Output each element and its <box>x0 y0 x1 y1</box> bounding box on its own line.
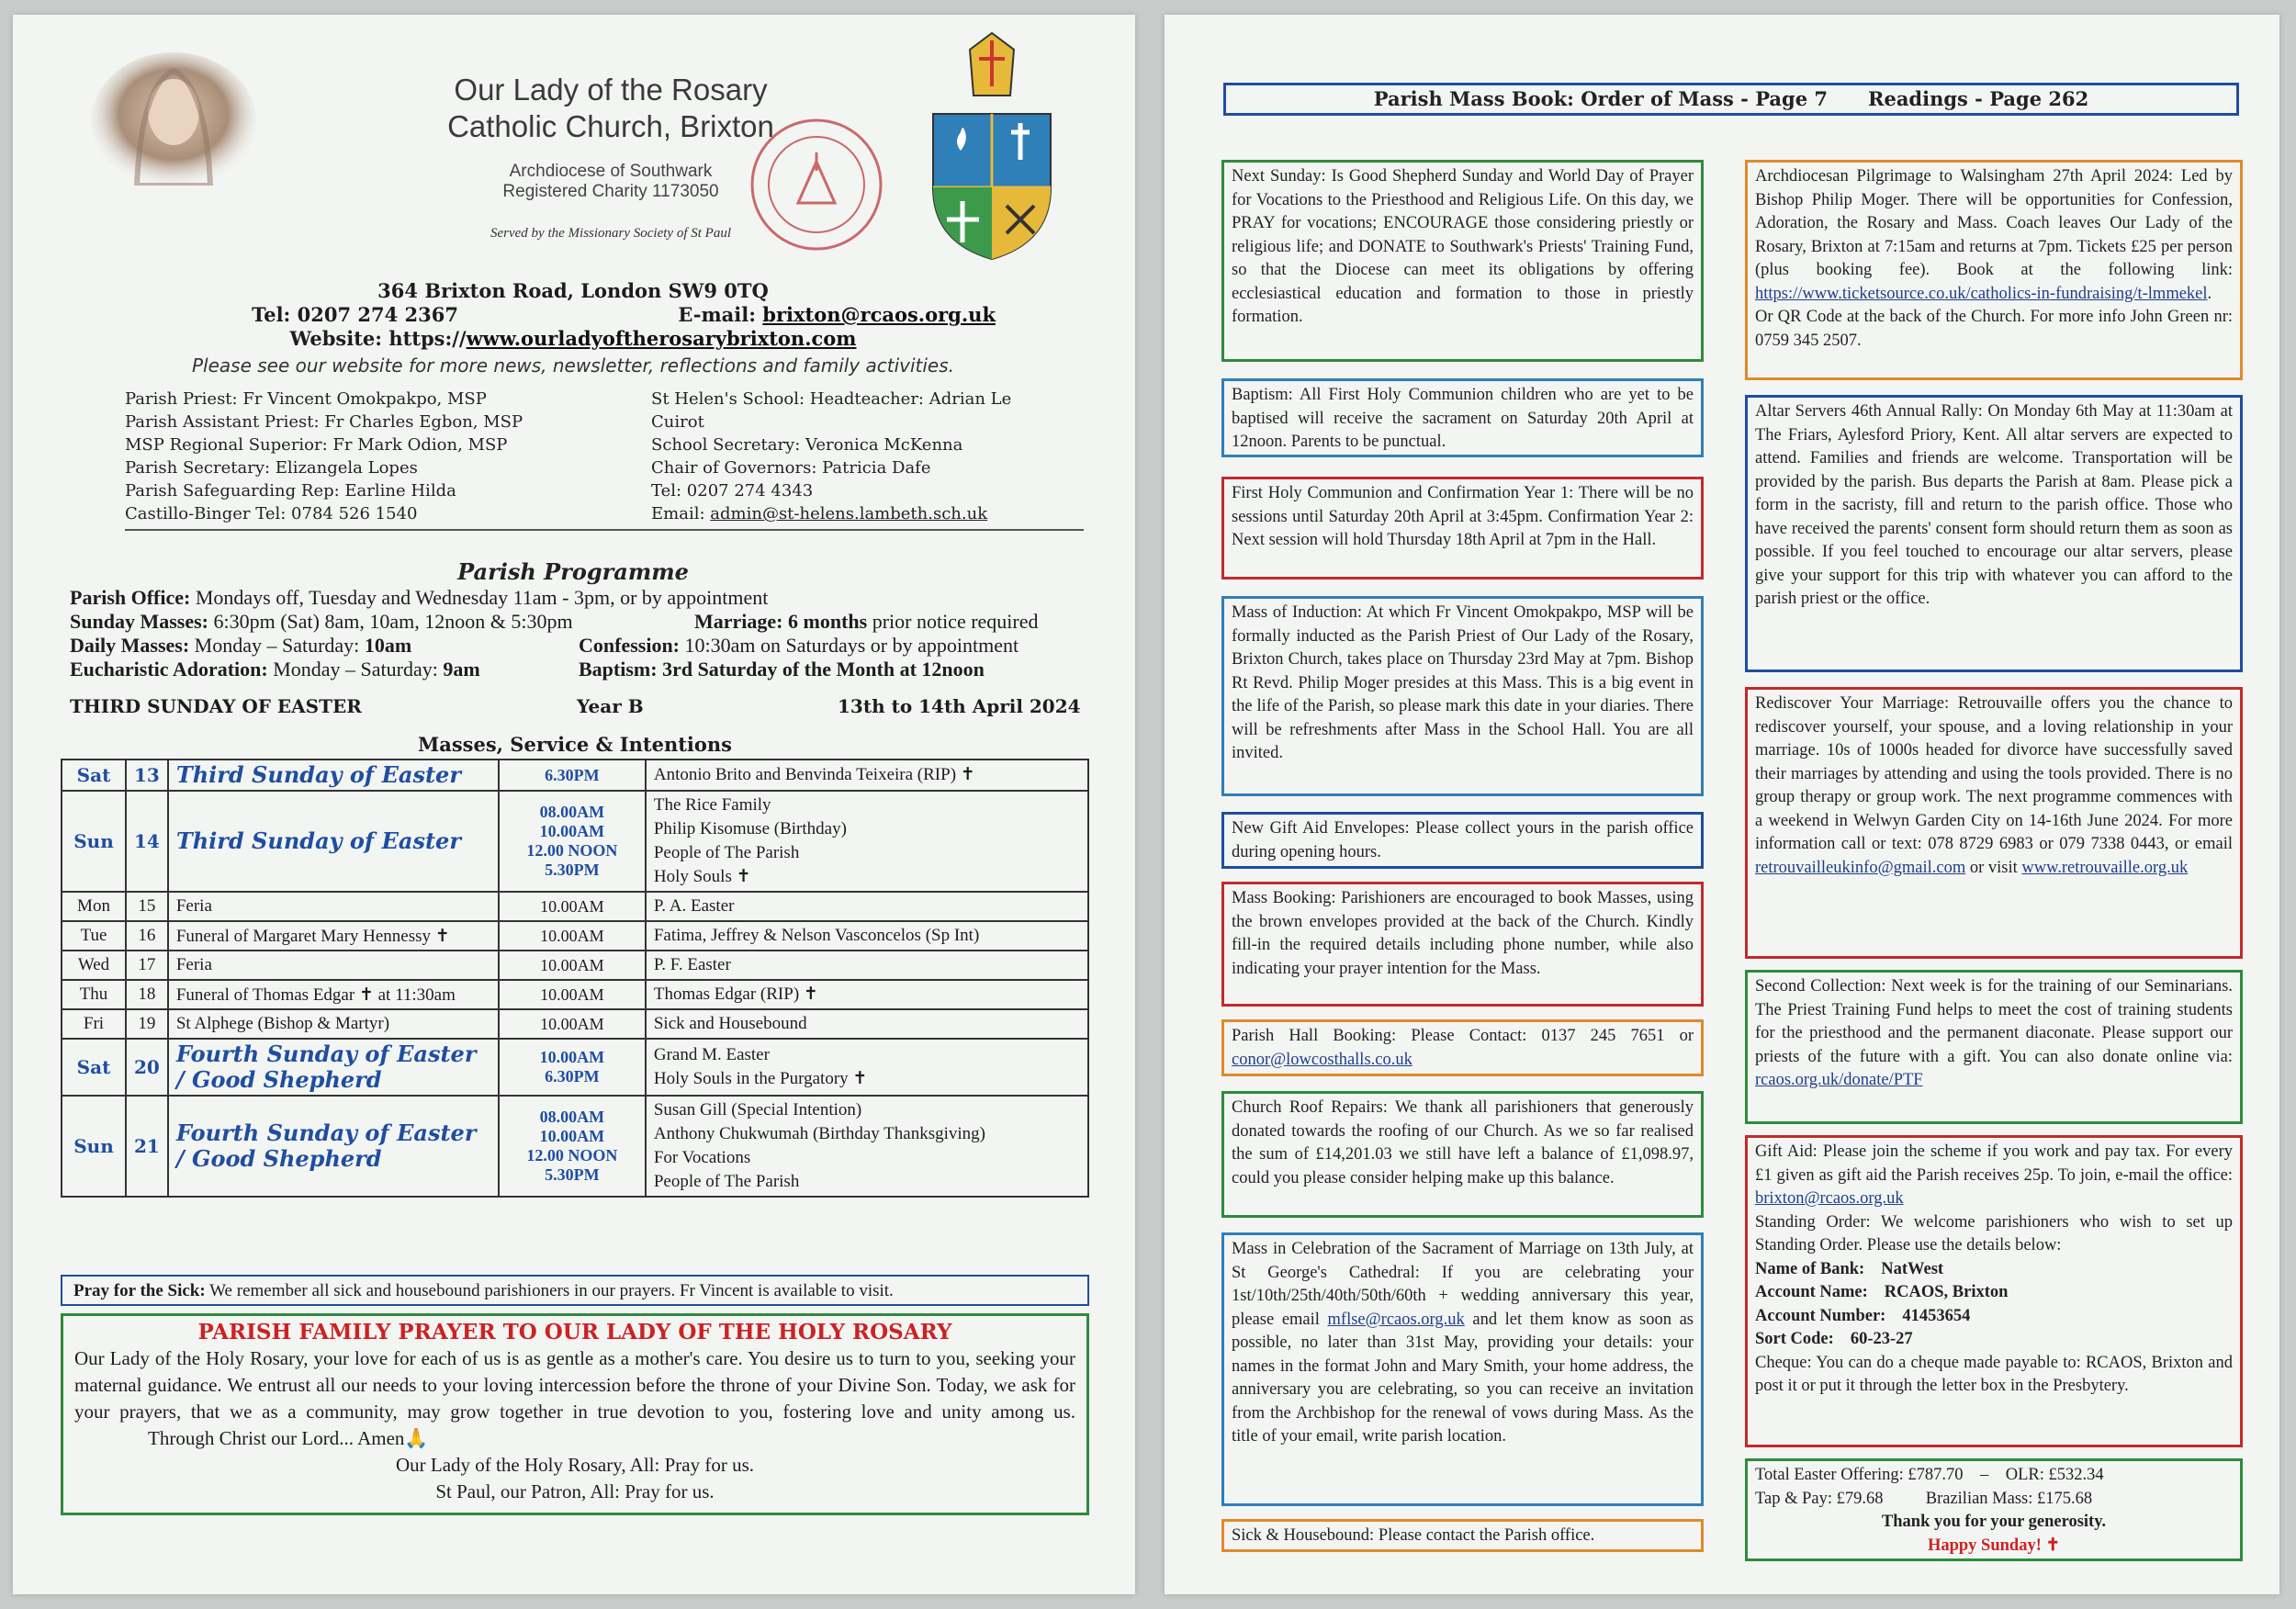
notice-altar-servers: Altar Servers 46th Annual Rally: On Monday 6th May at 11:30am at The Friars, Aylesford Priory, Kent. All altar servers are expected to attend. Families and friends are welcome. Transportation will be provided by the parish. Bus departs the Parish at 8am. Please pick a form in the sacristy, fill and return to the parish office. Those who have received the parents' consent form should return them as soon as possible. If you feel touched to encourage our altar servers, please give your support for this trip with whatever you can afford to the parish priest or the office. <box>1745 395 2243 672</box>
schedule-intentions: P. F. Easter <box>646 951 1088 980</box>
schedule-feast: Feria <box>168 951 499 980</box>
contact-row <box>77 303 1069 327</box>
schedule-feast: St Alphege (Bishop & Martyr) <box>168 1009 499 1039</box>
schedule-times: 08.00AM 10.00AM 12.00 NOON 5.30PM <box>499 1096 646 1197</box>
schedule-date: 16 <box>126 921 168 951</box>
address: 364 Brixton Road, London SW9 0TQ <box>377 279 769 302</box>
schedule-day: Sun <box>62 791 126 892</box>
email-line: E-mail: brixton@rcaos.org.uk <box>678 303 996 326</box>
programme-title: Parish Programme <box>457 558 689 585</box>
schedule-day: Fri <box>62 1009 126 1039</box>
schedule-times: 08.00AM 10.00AM 12.00 NOON 5.30PM <box>499 791 646 892</box>
schedule-row <box>62 791 1088 892</box>
served-by: Served by the Missionary Society of St Paul <box>490 226 732 241</box>
schedule-date: 17 <box>126 951 168 980</box>
schedule-times: 10.00AM <box>499 951 646 980</box>
schedule-feast: Funeral of Thomas Edgar ✝ at 11:30am <box>168 980 499 1009</box>
daily-masses: Daily Masses: Monday – Saturday: 10am Confession: 10:30am on Saturdays or by appointment <box>70 634 1019 657</box>
website-line: Website: https://www.ourladyoftherosarybrixton.com <box>289 327 857 350</box>
mass-schedule-table <box>61 759 1089 1198</box>
schedule-intentions: Thomas Edgar (RIP) ✝ <box>646 980 1088 1009</box>
schedule-times: 10.00AM <box>499 1009 646 1039</box>
school-info: St Helen's School: Headteacher: Adrian Le Cuirot School Secretary: Veronica McKenna Chair of Governors: Patricia Dafe Tel: 0207 274 4343 Email: admin@st-helens.lambeth.sch.uk <box>651 389 1012 523</box>
telephone: Tel: 0207 274 2367 <box>252 303 458 326</box>
schedule-date: 14 <box>126 791 168 892</box>
schedule-times: 10.00AM <box>499 921 646 951</box>
parish-name: Our Lady of the Rosary Catholic Church, Brixton <box>447 73 774 143</box>
retrouvaille-site-link[interactable]: www.retrouvaille.org.uk <box>2021 858 2189 877</box>
marriage-email-link[interactable]: mflse@rcaos.org.uk <box>1327 1310 1465 1329</box>
schedule-times: 10.00AM 6.30PM <box>499 1039 646 1096</box>
website-link[interactable]: www.ourladyoftherosarybrixton.com <box>466 327 857 350</box>
divider <box>125 529 1084 531</box>
parish-prayer: PARISH FAMILY PRAYER TO OUR LADY OF THE HOLY ROSARY Our Lady of the Holy Rosary, your love for each of us is as gentle as a mother's care. You desire us to turn to you, seeking your maternal guidance. We entrust all our needs to your loving intercession before the throne of your Divine Son. Today, we ask for your prayers, that we as a community, may grow together in true devotion to you, fostering love and unity among us. Through Christ our Lord... Amen🙏 Our Lady of the Holy Rosary, All: Pray for us. St Paul, our Patron, All: Pray for us. <box>61 1313 1089 1515</box>
schedule-times: 10.00AM <box>499 980 646 1009</box>
happy-sunday: Happy Sunday! ✝ <box>1927 1536 2061 1555</box>
notice-offerings: Total Easter Offering: £787.70 – OLR: £532.34 Tap & Pay: £79.68 Brazilian Mass: £175.68 Thank you for your generosity. Happy Sunday! ✝ <box>1745 1458 2243 1561</box>
staff-list: Parish Priest: Fr Vincent Omokpakpo, MSP Parish Assistant Priest: Fr Charles Egbon, MSP MSP Regional Superior: Fr Mark Odion, MSP Parish Secretary: Elizangela Lopes Parish Safeguarding Rep: Earline Hilda Castillo-Binger Tel: 0784 526 1540 <box>125 389 523 523</box>
masses-title: Masses, Service & Intentions <box>418 733 732 756</box>
email-link[interactable]: brixton@rcaos.org.uk <box>762 303 996 326</box>
notice-second-collection: Second Collection: Next week is for the training of our Seminarians. The Priest Training Fund helps to meet the cost of training students for the priesthood and the permanent diaconate. Please support our priests of the future with a gift. You can also donate online via: rcaos.org.uk/donate/PTF <box>1745 970 2243 1124</box>
account-name: Account Name: RCAOS, Brixton <box>1755 1283 2009 1301</box>
notice-mass-of-induction: Mass of Induction: At which Fr Vincent Omokpakpo, MSP will be formally inducted as the Parish Priest of Our Lady of the Rosary, Brixton Church, takes place on Thursday 23rd May at 7pm. Bishop Rt Revd. Philip Moger presides at this Mass. This is a big event in the life of the Parish, so please mark this date in your diaries. There will be refreshments after Mass in the School Hall. You are all invited. <box>1221 596 1704 796</box>
archdiocese-crest <box>915 31 1069 261</box>
school-email-link[interactable]: admin@st-helens.lambeth.sch.uk <box>710 504 988 523</box>
notice-walsingham-pilgrimage: Archdiocesan Pilgrimage to Walsingham 27th April 2024: Led by Bishop Philip Moger. There will be opportunities for Confession, Adoration, the Rosary and Mass. Coach leaves Our Lady of the Rosary, Brixton at 7:15am and returns at 7pm. Tickets £25 per person (plus booking fee). Book at the following link: https://www.ticketsource.co.uk/catholics-in-fundraising/t-lmmekel. Or QR Code at the back of the Church. For more info John Green nr: 0759 345 2507. <box>1745 160 2243 380</box>
sort-code: Sort Code: 60-23-27 <box>1755 1330 1913 1348</box>
schedule-day: Thu <box>62 980 126 1009</box>
schedule-times: 10.00AM <box>499 892 646 921</box>
gift-aid-email-link[interactable]: brixton@rcaos.org.uk <box>1755 1189 1904 1208</box>
schedule-row <box>62 980 1088 1009</box>
schedule-date: 15 <box>126 892 168 921</box>
schedule-row <box>62 951 1088 980</box>
schedule-day: Wed <box>62 951 126 980</box>
schedule-date: 21 <box>126 1096 168 1197</box>
schedule-date: 19 <box>126 1009 168 1039</box>
sunday-name-row: THIRD SUNDAY OF EASTER Year B 13th to 14th April 2024 <box>70 695 1081 717</box>
schedule-day: Sun <box>62 1096 126 1197</box>
archdiocese-info: Archdiocese of Southwark Registered Charity 1173050 <box>502 162 719 201</box>
schedule-date: 20 <box>126 1039 168 1096</box>
schedule-intentions: Fatima, Jeffrey & Nelson Vasconcelos (Sp Int) <box>646 921 1088 951</box>
notice-gift-aid-standing-order: Gift Aid: Please join the scheme if you work and pay tax. For every £1 given as gift aid the Parish receives 25p. To join, e-mail the office: brixton@rcaos.org.uk Standing Order: We welcome parishioners who wish to set up Standing Order. Please use the details below: Name of Bank: NatWest Account Name: RCAOS, Brixton Account Number: 41453654 Sort Code: 60-23-27 Cheque: You can do a cheque made payable to: RCAOS, Brixton and post it or put it through the letter box in the Presbytery. <box>1745 1135 2243 1447</box>
notice-retrouvaille: Rediscover Your Marriage: Retrouvaille offers you the chance to rediscover yourself, your spouse, and a loving relationship in your marriage. 10s of 1000s headed for divorce have successfully saved their marriages by attending and using the tools provided. There is no group therapy or group work. The next programme commences with a weekend in Welwyn Garden City on 14-16th June 2024. For more information call or text: 078 8729 6983 or 079 7338 0443, or email retrouvailleukinfo@gmail.com or visit www.retrouvaille.org.uk <box>1745 687 2243 959</box>
notice-baptism: Baptism: All First Holy Communion children who are yet to be baptised will receive the sacrament on Saturday 20th April at 12noon. Parents to be punctual. <box>1221 378 1704 457</box>
website-note: Please see our website for more news, newsletter, reflections and family activities. <box>191 354 955 377</box>
sunday-masses: Sunday Masses: 6:30pm (Sat) 8am, 10am, 12noon & 5:30pm Marriage: 6 months prior notice required <box>70 610 1039 633</box>
schedule-feast: Funeral of Margaret Mary Hennessy ✝ <box>168 921 499 951</box>
society-seal-logo <box>748 116 885 253</box>
schedule-row <box>62 892 1088 921</box>
notice-gift-aid-envelopes: New Gift Aid Envelopes: Please collect yours in the parish office during opening hours. <box>1221 812 1704 869</box>
schedule-intentions: Grand M. Easter Holy Souls in the Purgatory ✝ <box>646 1039 1088 1096</box>
office-hours: Parish Office: Mondays off, Tuesday and Wednesday 11am - 3pm, or by appointment <box>70 586 769 609</box>
newsletter-front-page <box>13 15 1135 1594</box>
schedule-intentions: Susan Gill (Special Intention) Anthony Chukwumah (Birthday Thanksgiving) For Vocations People of The Parish <box>646 1096 1088 1197</box>
notice-church-roof: Church Roof Repairs: We thank all parishioners that generously donated towards the roofing of our Church. As we so far realised the sum of £14,201.03 we still have left a balance of £1,098.97, could you please consider helping make up this balance. <box>1221 1091 1704 1218</box>
schedule-intentions: Sick and Housebound <box>646 1009 1088 1039</box>
notice-next-sunday: Next Sunday: Is Good Shepherd Sunday and World Day of Prayer for Vocations to the Priesthood and Religious Life. On this day, we PRAY for vocations; ENCOURAGE those considering priestly or religious life; and DONATE to Southwark's Priests' Training Fund, so that the Diocese can meet its obligations by offering ecclesiastical education and formation to those in priestly formation. <box>1221 160 1704 362</box>
retrouvaille-email-link[interactable]: retrouvailleukinfo@gmail.com <box>1755 858 1966 877</box>
adoration: Eucharistic Adoration: Monday – Saturday: 9am Baptism: 3rd Saturday of the Month at 12noon <box>70 658 985 681</box>
notice-hall-booking: Parish Hall Booking: Please Contact: 0137 245 7651 or conor@lowcosthalls.co.uk <box>1221 1019 1704 1076</box>
notice-mass-booking: Mass Booking: Parishioners are encouraged to book Masses, using the brown envelopes provided at the back of the Church. Kindly fill-in the required details including phone number, while also indicating your prayer intention for the Mass. <box>1221 882 1704 1007</box>
schedule-date: 18 <box>126 980 168 1009</box>
schedule-row <box>62 1009 1088 1039</box>
schedule-intentions: P. A. Easter <box>646 892 1088 921</box>
schedule-row <box>62 1039 1088 1096</box>
schedule-feast: Third Sunday of Easter <box>168 759 499 791</box>
our-lady-image <box>86 48 261 186</box>
account-number: Account Number: 41453654 <box>1755 1306 1971 1325</box>
notice-first-communion: First Holy Communion and Confirmation Year 1: There will be no sessions until Saturday 20th April at 3:45pm. Confirmation Year 2: Next session will hold Thursday 18th April at 7pm in the Hall. <box>1221 477 1704 579</box>
newsletter-notices-page <box>1165 15 2279 1594</box>
bank-name: Name of Bank: NatWest <box>1755 1259 1944 1278</box>
pray-for-sick: Pray for the Sick: We remember all sick and housebound parishioners in our prayers. Fr Vincent is available to visit. <box>61 1275 1089 1306</box>
notice-marriage-celebration: Mass in Celebration of the Sacrament of Marriage on 13th July, at St George's Cathedral: If you are celebrating your 1st/10th/25th/40th/50th/60th + wedding anniversary this year, please email mflse@rcaos.org.uk and let them know as soon as possible, no later than 31st May, providing your details: your names in the format John and Mary Smith, your home address, the anniversary you are celebrating, so you can receive an invitation from the Archbishop for the renewal of vows during Mass. As the title of your email, write parish location. <box>1221 1232 1704 1506</box>
schedule-row <box>62 1096 1088 1197</box>
schedule-feast: Fourth Sunday of Easter / Good Shepherd <box>168 1096 499 1197</box>
schedule-day: Mon <box>62 892 126 921</box>
schedule-feast: Fourth Sunday of Easter / Good Shepherd <box>168 1039 499 1096</box>
notice-sick-housebound: Sick & Housebound: Please contact the Parish office. <box>1221 1519 1704 1552</box>
ptf-donate-link[interactable]: rcaos.org.uk/donate/PTF <box>1755 1071 1923 1089</box>
schedule-row <box>62 759 1088 791</box>
schedule-intentions: Antonio Brito and Benvinda Teixeira (RIP) ✝ <box>646 759 1088 791</box>
schedule-day: Tue <box>62 921 126 951</box>
schedule-feast: Third Sunday of Easter <box>168 791 499 892</box>
walsingham-link[interactable]: https://www.ticketsource.co.uk/catholics-in-fundraising/t-lmmekel <box>1755 284 2208 303</box>
schedule-date: 13 <box>126 759 168 791</box>
schedule-times: 6.30PM <box>499 759 646 791</box>
schedule-day: Sat <box>62 1039 126 1096</box>
schedule-intentions: The Rice Family Philip Kisomuse (Birthday) People of The Parish Holy Souls ✝ <box>646 791 1088 892</box>
schedule-feast: Feria <box>168 892 499 921</box>
hall-email-link[interactable]: conor@lowcosthalls.co.uk <box>1232 1050 1412 1069</box>
schedule-row <box>62 921 1088 951</box>
schedule-day: Sat <box>62 759 126 791</box>
mass-book-banner: Parish Mass Book: Order of Mass - Page 7 Readings - Page 262 <box>1223 83 2239 116</box>
